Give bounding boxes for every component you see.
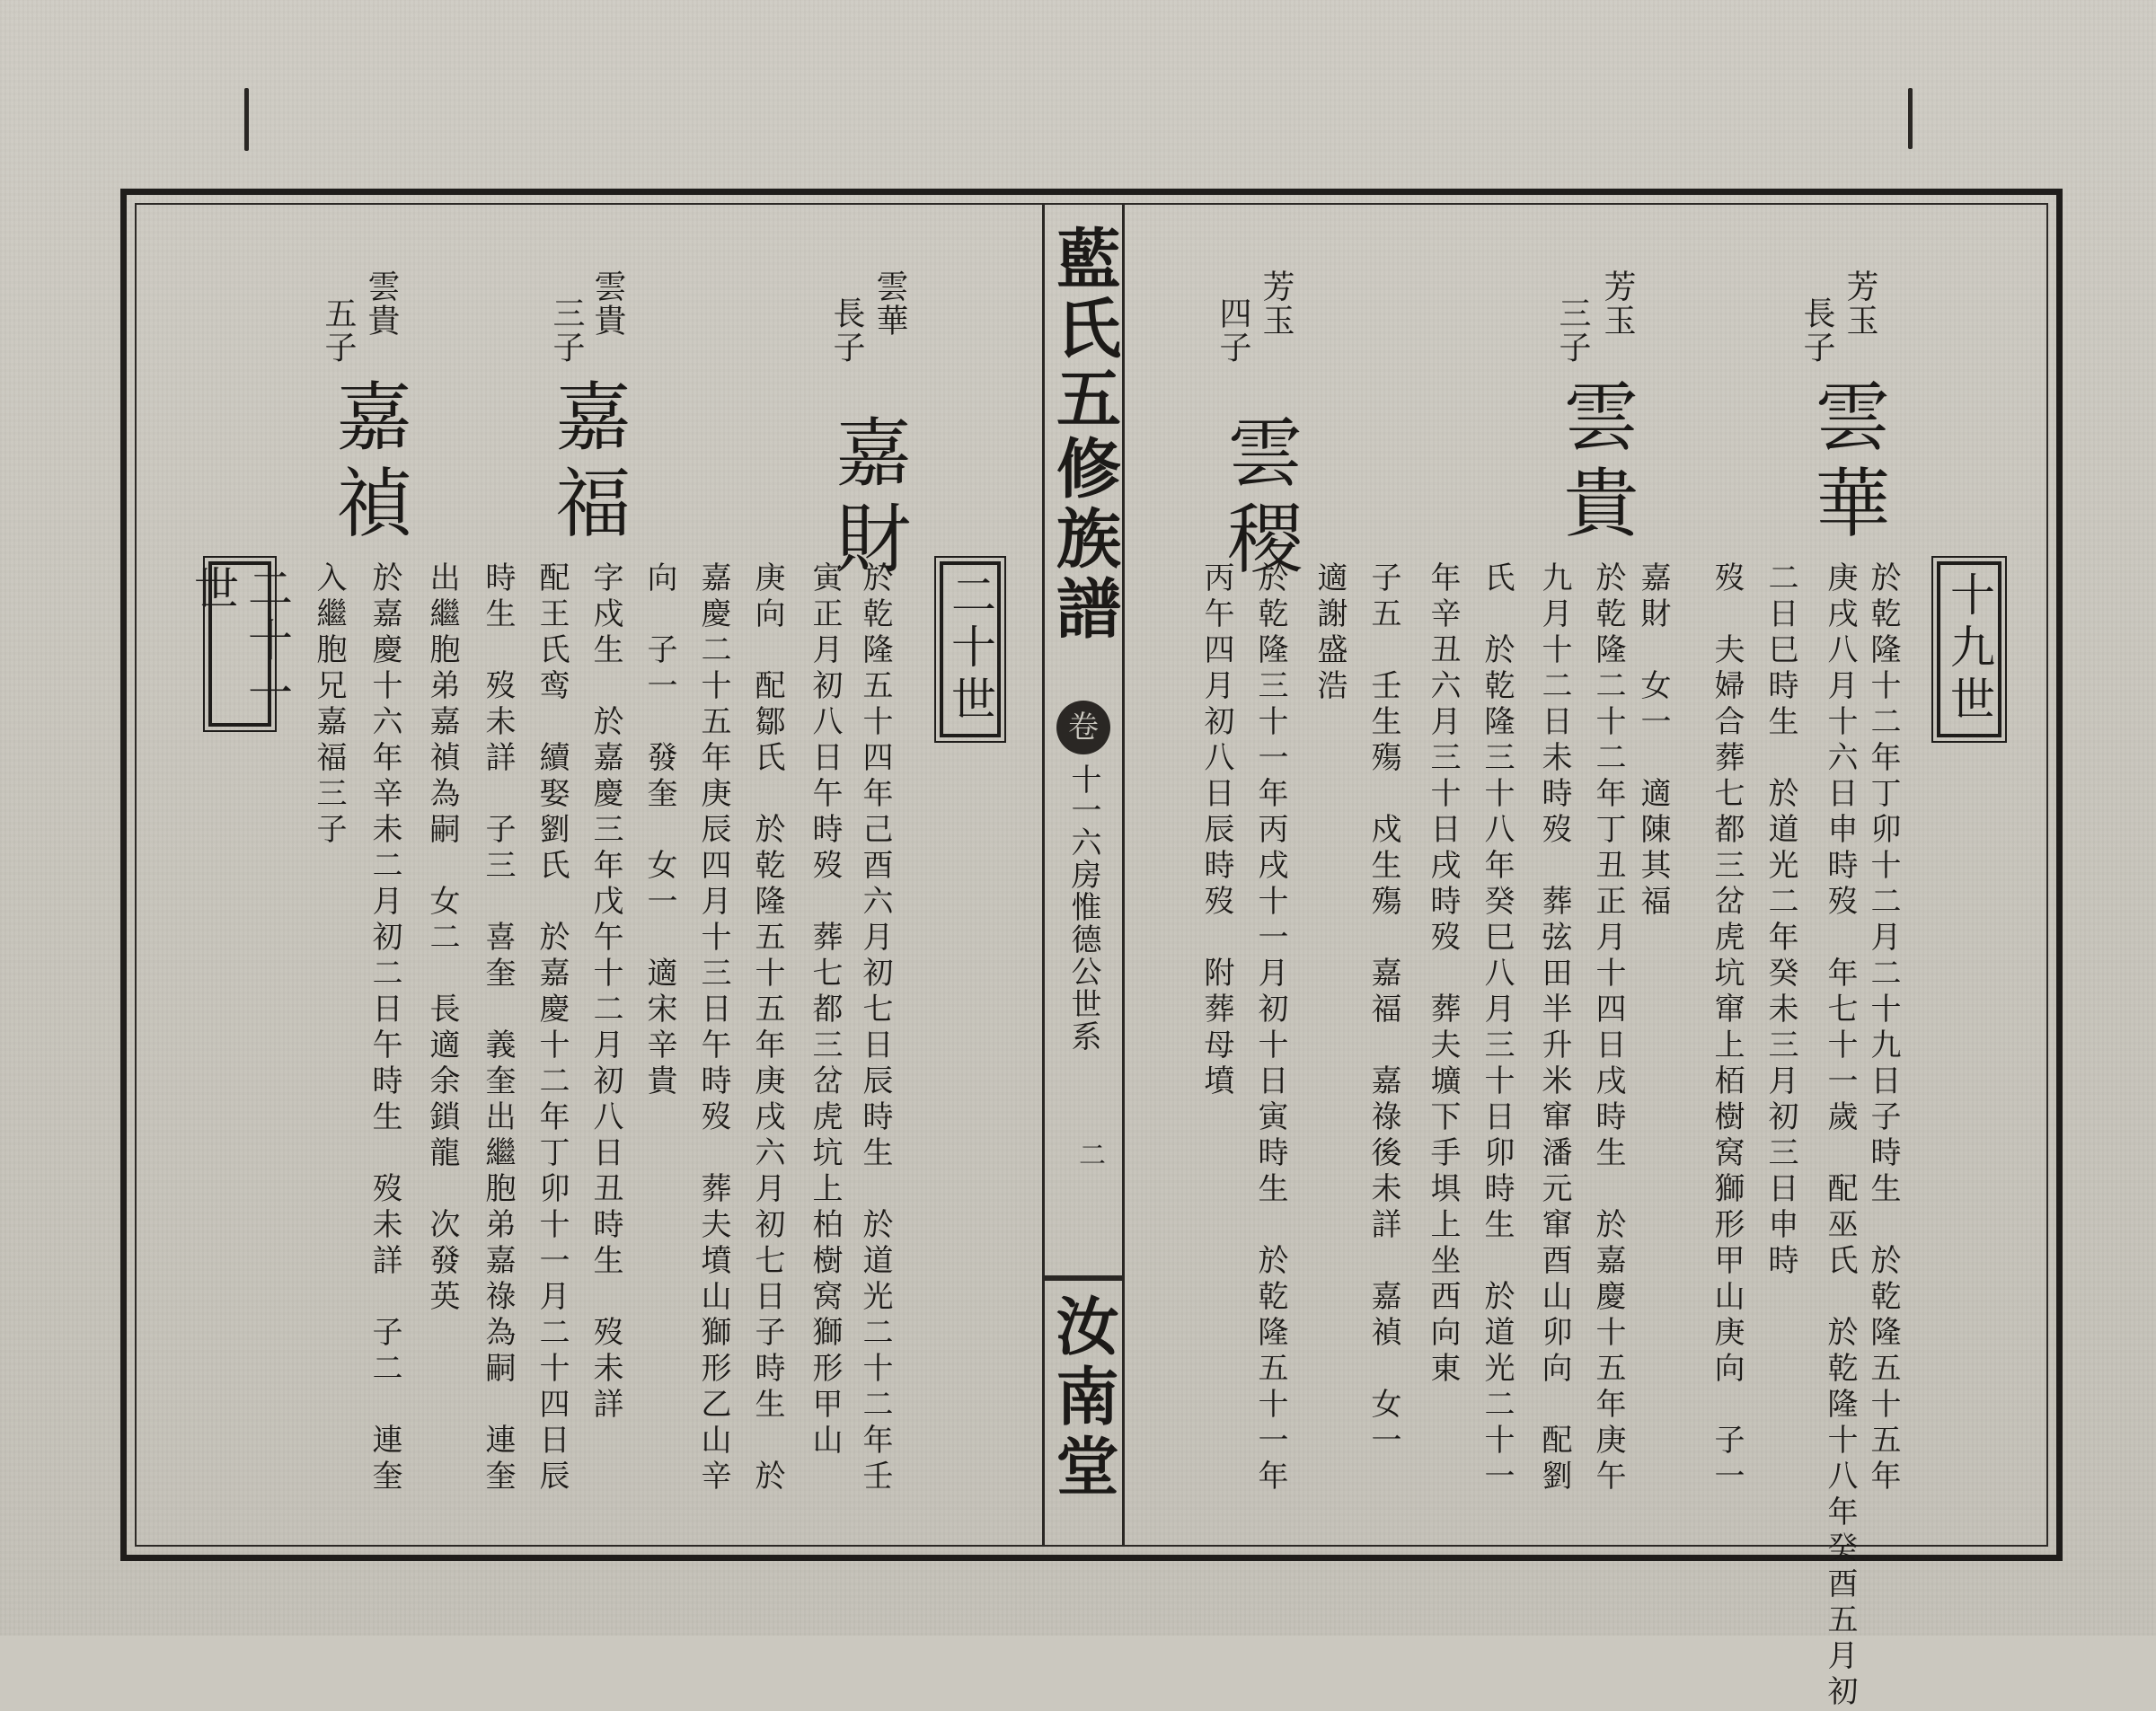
- biography-line: 於乾隆三十一年丙戌十一月初十日寅時生 於乾隆五十一年: [1252, 561, 1288, 1495]
- biography-line: 向 子一 發奎 女一 適宋辛貴: [641, 561, 677, 1100]
- hall-name: 汝南堂: [1046, 1293, 1120, 1504]
- generation-box-21: [187, 561, 293, 727]
- generation-label: 十九世: [1943, 571, 1995, 728]
- biography-line: 丙午四月初八日辰時歿 附葬母墳: [1198, 561, 1234, 1100]
- biography-line: 氏 於乾隆三十八年癸巳八月三十日卯時生 於道光二十一: [1479, 561, 1515, 1495]
- biography-line: 於乾隆五十四年己酉六月初七日辰時生 於道光二十二年壬: [857, 561, 893, 1495]
- generation-label: 二十世: [944, 571, 996, 728]
- biography-line: 適謝盛浩: [1312, 561, 1348, 705]
- biography-line: 配王氏鸾 續娶劉氏 於嘉慶十二年丁卯十一月二十四日辰: [534, 561, 570, 1495]
- father-name: 雲貴: [363, 269, 400, 338]
- biography-line: 二日巳時生 於道光二年癸未三月初三日申時: [1763, 561, 1798, 1280]
- birth-rank: 三子: [548, 296, 585, 365]
- biography-line: 入繼胞兄嘉福三子: [311, 561, 347, 849]
- biography-line: 嘉慶二十五年庚辰四月十三日午時歿 葬夫墳山獅形乙山辛: [695, 561, 731, 1495]
- biography-line: 寅正月初八日午時歿 葬七都三岔虎坑上柏樹窝獅形甲山: [807, 561, 843, 1460]
- father-name: 芳玉: [1258, 269, 1294, 338]
- person-name: 雲華: [1803, 377, 1891, 550]
- person-name: 雲稷: [1215, 413, 1303, 586]
- biography-line: 歿 夫婦合葬七都三岔虎坑窜上栢樹窝獅形甲山庚向 子一: [1709, 561, 1745, 1495]
- biography-line: 庚向 配鄒氏 於乾隆五十五年庚戌六月初七日子時生 於: [749, 561, 785, 1495]
- biography-line: 九月十二日未時歿 葬弦田半升米窜潘元窜酉山卯向 配劉: [1536, 561, 1572, 1495]
- father-name: 芳玉: [1842, 269, 1878, 338]
- volume-mark: 卷: [1056, 701, 1110, 754]
- birth-rank: 長子: [1798, 296, 1835, 365]
- birth-rank: 五子: [320, 296, 357, 365]
- father-name: 芳玉: [1599, 269, 1636, 338]
- biography-line: 子五 壬生殤 戍生殤 嘉福 嘉祿後未詳 嘉禎 女一: [1365, 561, 1401, 1460]
- generation-label: 二十一世: [187, 565, 293, 721]
- person-name: 嘉財: [824, 413, 912, 586]
- book-title: 藍氏五修族譜: [1046, 225, 1122, 645]
- birth-rank: 三子: [1554, 296, 1591, 365]
- biography-line: 於乾隆二十二年丁丑正月十四日戌時生 於嘉慶十五年庚午: [1590, 561, 1626, 1495]
- biography-line: 於嘉慶十六年辛未二月初二日午時生 歿未詳 子二 連奎: [367, 561, 402, 1495]
- biography-line: 於乾隆十二年丁卯十二月二十九日子時生 於乾隆五十五年: [1865, 561, 1901, 1495]
- father-name: 雲華: [871, 269, 908, 338]
- biography-line: 出繼胞弟嘉禎為嗣 女二 長適余鎖龍 次發英: [424, 561, 460, 1316]
- branch-title: 六房惟德公世系: [1065, 826, 1101, 1053]
- biography-line: 時生 歿未詳 子三 喜奎 義奎出繼胞弟嘉祿為嗣 連奎: [480, 561, 516, 1495]
- biography-line: 字戍生 於嘉慶三年戊午十二月初八日丑時生 歿未詳: [588, 561, 623, 1424]
- birth-rank: 長子: [828, 296, 865, 365]
- generation-box-20: [940, 561, 1001, 737]
- biography-line: 庚戌八月十六日申時歿 年七十一歲 配巫氏 於乾隆十八年癸酉五月初: [1822, 561, 1858, 1711]
- biography-line: 年辛丑六月三十日戌時歿 葬夫壙下手埧上坐西向東: [1425, 561, 1461, 1388]
- person-name: 雲貴: [1551, 377, 1639, 550]
- generation-box-19: [1937, 561, 2001, 737]
- father-name: 雲貴: [589, 269, 626, 338]
- margin-tick-right: [1908, 88, 1913, 149]
- biography-line: 嘉財 女一 適陳其福: [1635, 561, 1671, 921]
- page-number: 二: [1074, 1141, 1105, 1168]
- hall-name-divider: [1045, 1275, 1122, 1281]
- birth-rank: 四子: [1215, 296, 1251, 365]
- margin-tick-left: [244, 88, 249, 151]
- volume-number: 十一: [1065, 763, 1101, 825]
- person-name: 嘉福: [543, 377, 632, 550]
- person-name: 嘉禎: [324, 377, 412, 550]
